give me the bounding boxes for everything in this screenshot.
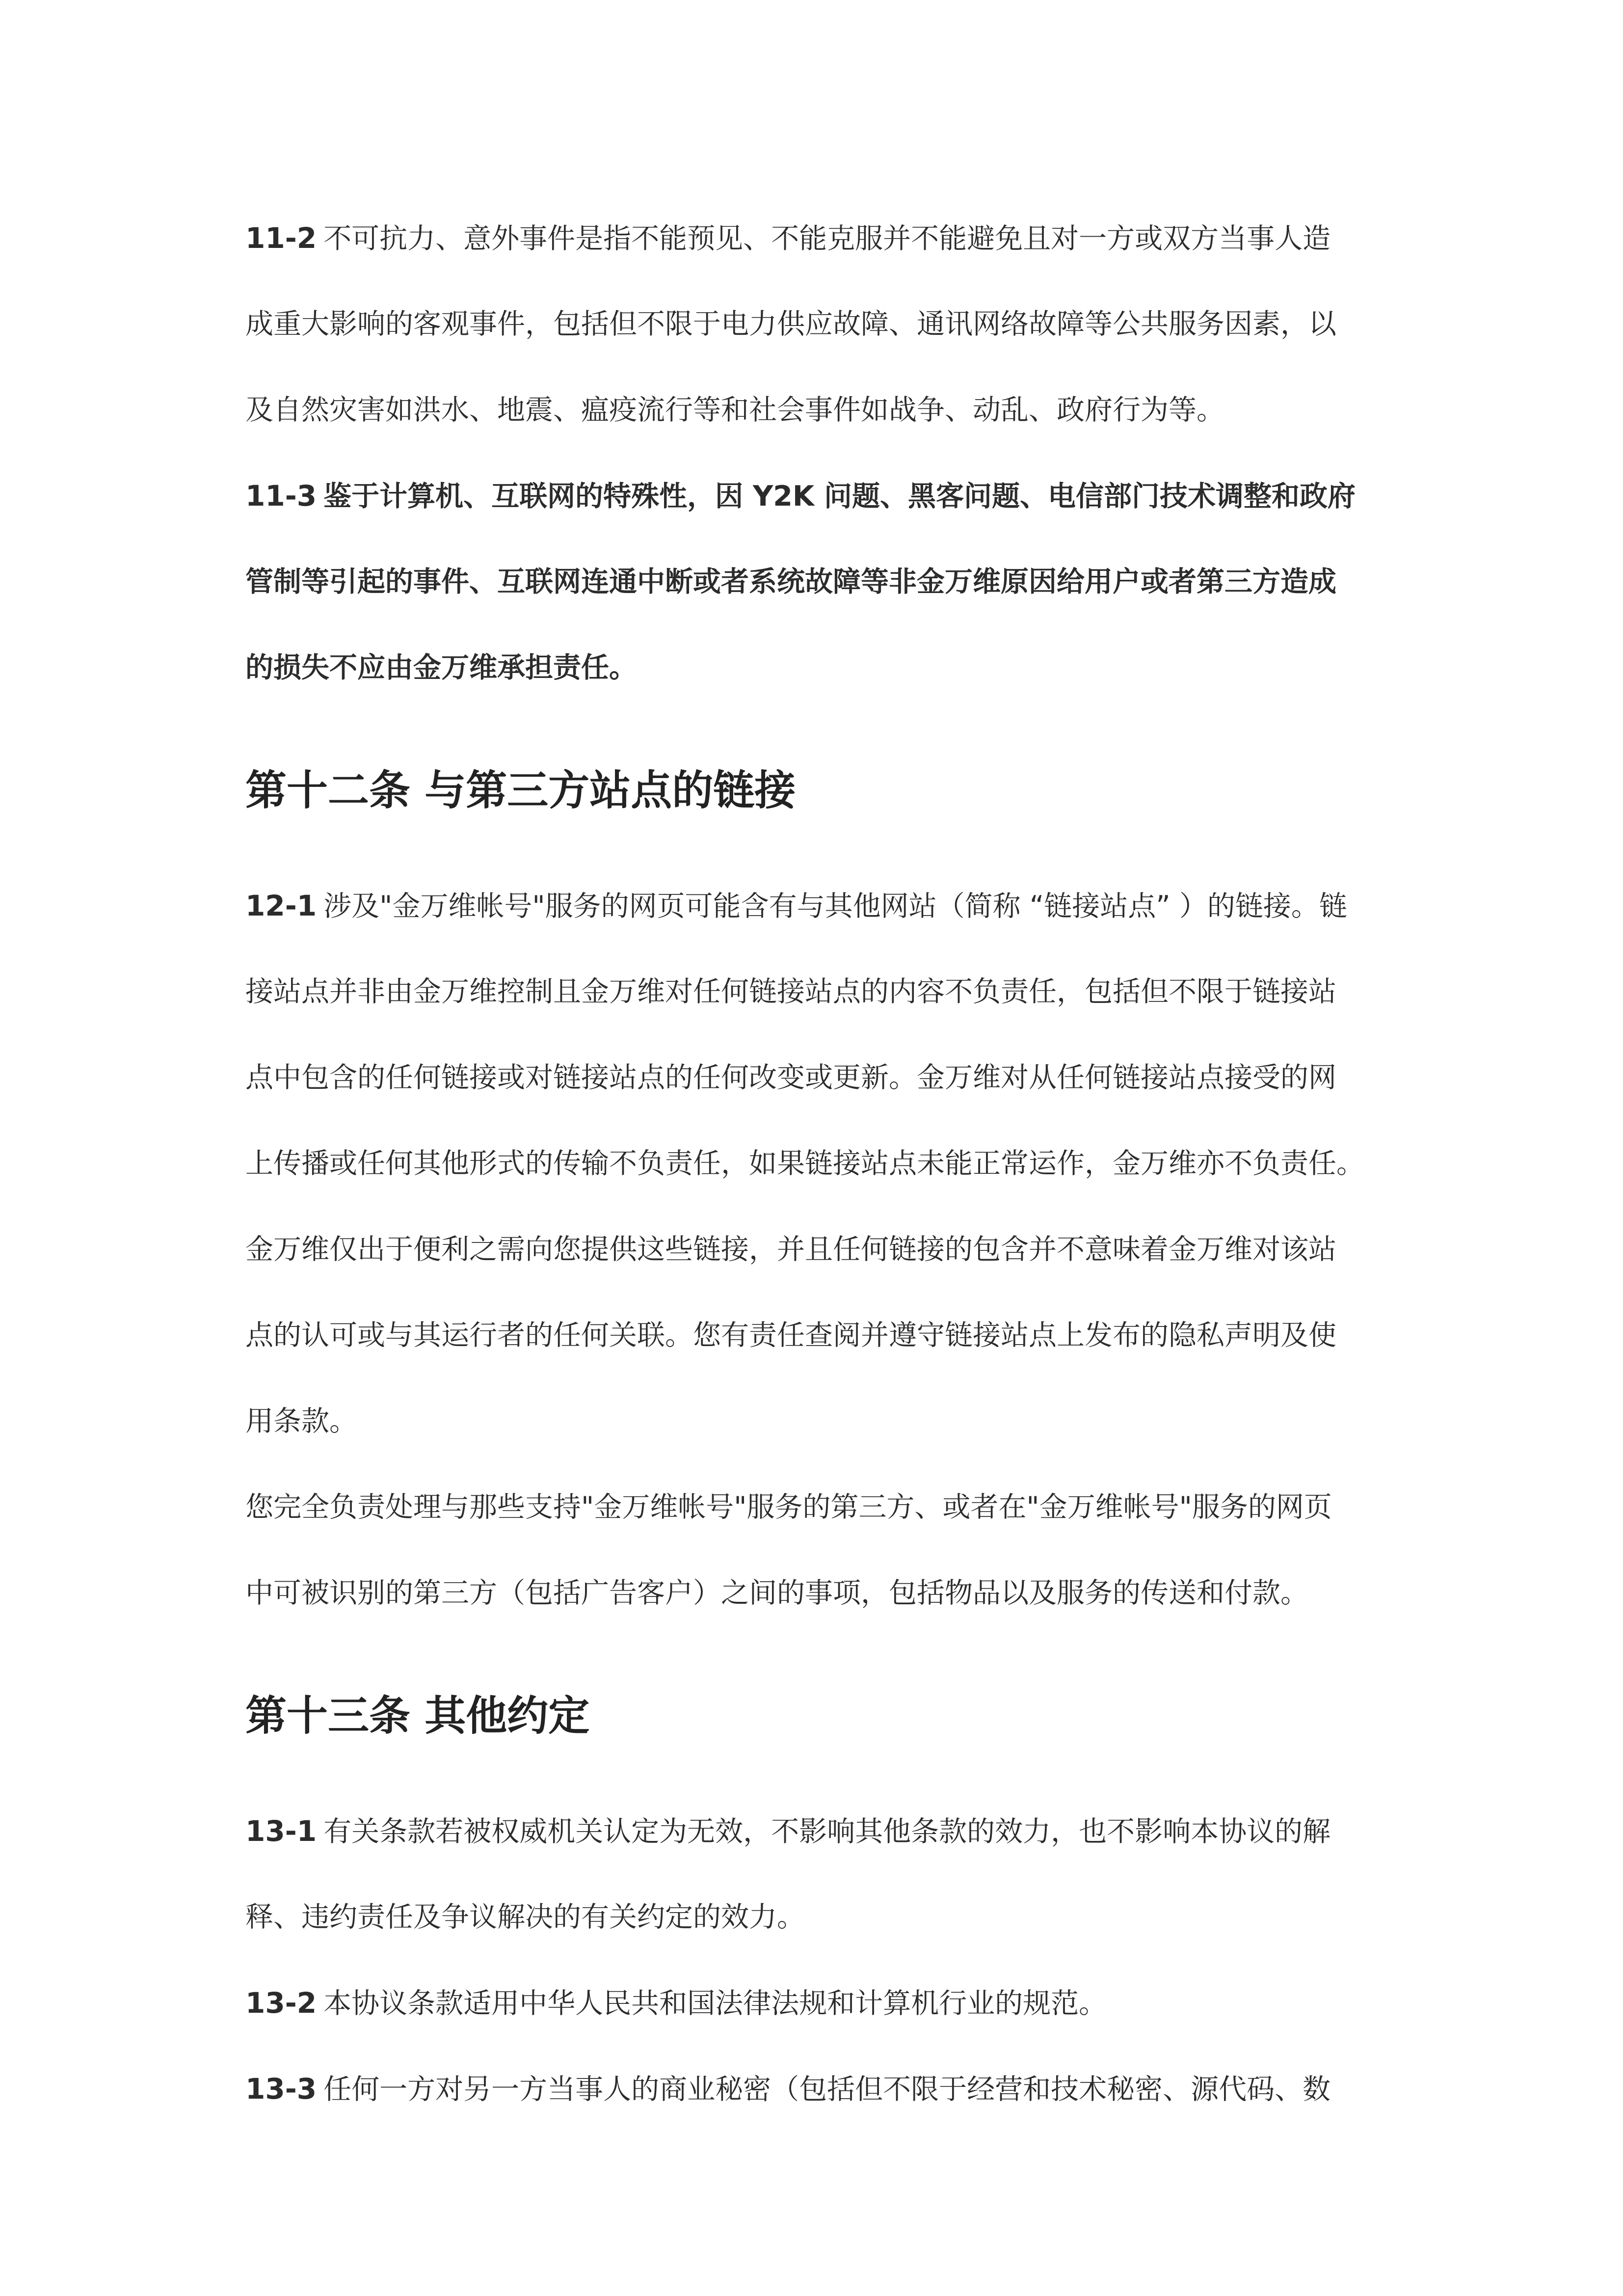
paragraph-12-1-line-2: 接站点并非由金万维控制且金万维对任何链接站点的内容不负责任，包括但不限于链接站 — [245, 975, 1336, 1008]
paragraph-13-2-line-1: 13-2 本协议条款适用中华人民共和国法律法规和计算机行业的规范。 — [245, 1986, 1107, 2020]
clause-number-11-3: 11-3 — [245, 479, 317, 513]
paragraph-11-3-line-2: 管制等引起的事件、互联网连通中断或者系统故障等非金万维原因给用户或者第三方造成 — [245, 566, 1336, 598]
paragraph-13-1-line-2: 释、违约责任及争议解决的有关约定的效力。 — [245, 1901, 805, 1933]
paragraph-12-1-line-1: 12-1 涉及"金万维帐号"服务的网页可能含有与其他网站（简称 “链接站点” ）的链接。链 — [245, 889, 1347, 922]
clause-number-13-3: 13-3 — [245, 2072, 317, 2106]
paragraph-13-1-line-1: 13-1 有关条款若被权威机关认定为无效，不影响其他条款的效力，也不影响本协议的解 — [245, 1814, 1331, 1848]
paragraph-12-extra-line-1: 您完全负责处理与那些支持"金万维帐号"服务的第三方、或者在"金万维帐号"服务的网页 — [245, 1491, 1332, 1523]
paragraph-12-1-line-4: 上传播或任何其他形式的传输不负责任，如果链接站点未能正常运作，金万维亦不负责任。 — [245, 1147, 1364, 1180]
heading-article-12: 第十二条 与第三方站点的链接 — [245, 766, 796, 814]
paragraph-12-1-line-6: 点的认可或与其运行者的任何关联。您有责任查阅并遵守链接站点上发布的隐私声明及使 — [245, 1319, 1336, 1351]
clause-number-13-2: 13-2 — [245, 1986, 317, 2020]
paragraph-11-2-line-2: 成重大影响的客观事件，包括但不限于电力供应故障、通讯网络故障等公共服务因素，以 — [245, 308, 1336, 340]
paragraph-12-1-line-3: 点中包含的任何链接或对链接站点的任何改变或更新。金万维对从任何链接站点接受的网 — [245, 1061, 1336, 1094]
paragraph-11-3-line-3: 的损失不应由金万维承担责任。 — [245, 651, 637, 684]
clause-number-13-1: 13-1 — [245, 1814, 317, 1848]
heading-article-13: 第十三条 其他约定 — [245, 1692, 590, 1740]
paragraph-13-3-line-1: 13-3 任何一方对另一方当事人的商业秘密（包括但不限于经营和技术秘密、源代码、数 — [245, 2072, 1331, 2106]
paragraph-11-3-line-1: 11-3 鉴于计算机、互联网的特殊性，因 Y2K 问题、黑客问题、电信部门技术调整和政府 — [245, 479, 1356, 513]
paragraph-12-1-line-7: 用条款。 — [245, 1405, 357, 1437]
paragraph-12-extra-line-2: 中可被识别的第三方（包括广告客户）之间的事项，包括物品以及服务的传送和付款。 — [245, 1577, 1308, 1609]
paragraph-11-2-line-3: 及自然灾害如洪水、地震、瘟疫流行等和社会事件如战争、动乱、政府行为等。 — [245, 394, 1224, 426]
clause-number-11-2: 11-2 — [245, 221, 317, 255]
paragraph-11-2-line-1: 11-2 不可抗力、意外事件是指不能预见、不能克服并不能避免且对一方或双方当事人造 — [245, 221, 1331, 255]
paragraph-12-1-line-5: 金万维仅出于便利之需向您提供这些链接，并且任何链接的包含并不意味着金万维对该站 — [245, 1233, 1336, 1266]
clause-number-12-1: 12-1 — [245, 889, 317, 922]
